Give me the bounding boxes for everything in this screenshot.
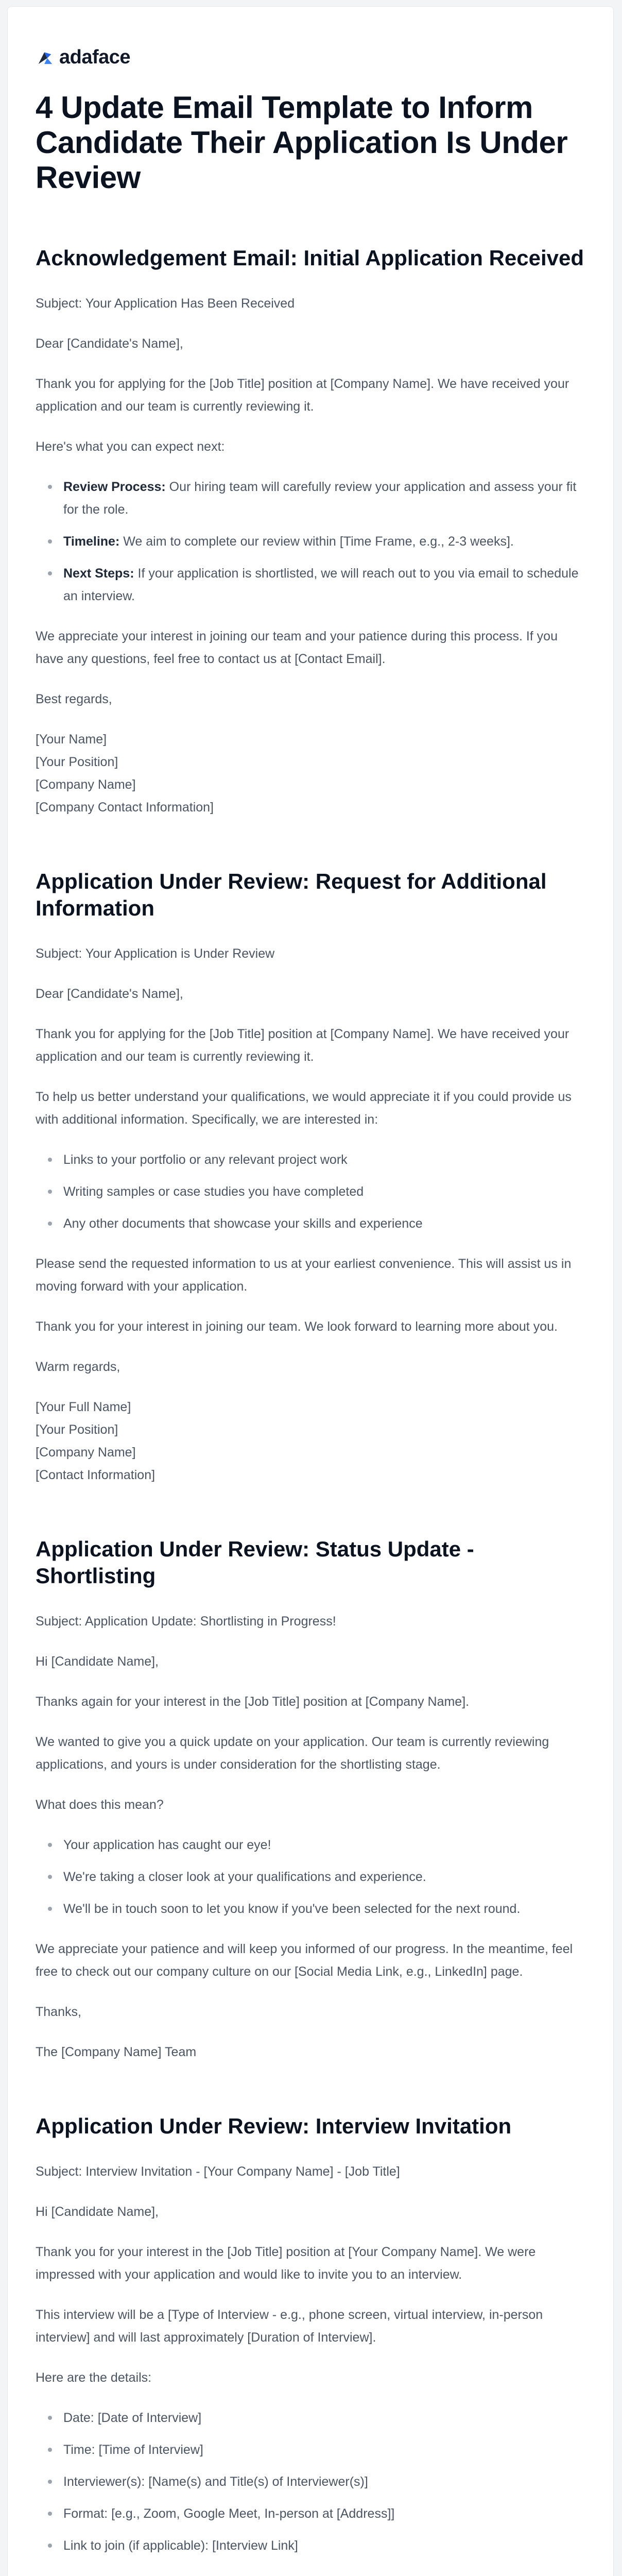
brand-name: adaface bbox=[59, 46, 131, 68]
signature-line: [Your Name] bbox=[36, 732, 107, 747]
list-item bbox=[63, 562, 585, 607]
adaface-logo-icon bbox=[36, 47, 55, 67]
email-closing: Best regards, bbox=[36, 692, 112, 706]
bullet-list bbox=[36, 1148, 585, 1235]
email-paragraph: Thank you for your interest in joining our team. We look forward to learning more about you. bbox=[36, 1319, 558, 1334]
signature-line: The [Company Name] Team bbox=[36, 2045, 197, 2059]
signature-line: [Contact Information] bbox=[36, 1468, 156, 1482]
signature-block bbox=[36, 728, 585, 819]
email-greeting: Hi [Candidate Name], bbox=[36, 1654, 159, 1669]
list-item: We're taking a closer look at your qualifications and experience. bbox=[63, 1866, 585, 1888]
email-paragraph: We appreciate your patience and will keep you informed of our progress. In the meantime, feel free to check out our company culture on our [Social Media Link, e.g., LinkedIn] page. bbox=[36, 1942, 573, 1979]
email-greeting: Dear [Candidate's Name], bbox=[36, 987, 183, 1001]
email-subject: Subject: Interview Invitation - [Your Company Name] - [Job Title] bbox=[36, 2164, 400, 2179]
list-item: Links to your portfolio or any relevant project work bbox=[63, 1148, 585, 1171]
page-title: 4 Update Email Template to Inform Candidate Their Application Is Under Review bbox=[36, 90, 568, 195]
email-paragraph: Here are the details: bbox=[36, 2370, 152, 2385]
list-item: Format: [e.g., Zoom, Google Meet, In-person at [Address]] bbox=[63, 2502, 585, 2525]
list-item: Date: [Date of Interview] bbox=[63, 2406, 585, 2429]
article-card bbox=[7, 6, 614, 2576]
signature-line: [Your Full Name] bbox=[36, 1400, 131, 1414]
section-heading: Application Under Review: Status Update - Shortlisting bbox=[36, 1537, 474, 1588]
email-paragraph: To help us better understand your qualifications, we would appreciate it if you could provide us with additional information. Specifically, we are interested in: bbox=[36, 1090, 572, 1127]
bullet-text: Our hiring team will carefully review your application and assess your fit for the role. bbox=[63, 480, 577, 517]
list-item: Time: [Time of Interview] bbox=[63, 2438, 585, 2461]
list-item: Any other documents that showcase your skills and experience bbox=[63, 1212, 585, 1235]
section-heading: Acknowledgement Email: Initial Application Received bbox=[36, 246, 584, 270]
bullet-list bbox=[36, 476, 585, 607]
email-paragraph: Thank you for your interest in the [Job Title] position at [Your Company Name]. We were impressed with your application and would like to invite you to an interview. bbox=[36, 2245, 536, 2282]
email-paragraph: We appreciate your interest in joining our team and your patience during this process. If you have any questions, feel free to contact us at [Contact Email]. bbox=[36, 629, 558, 666]
signature-line: [Company Contact Information] bbox=[36, 800, 214, 815]
signature-line: [Company Name] bbox=[36, 1445, 136, 1460]
email-paragraph: What does this mean? bbox=[36, 1798, 164, 1812]
template-section-additional-info bbox=[36, 868, 585, 1486]
bullet-lead: Timeline: bbox=[63, 534, 120, 549]
template-section-acknowledgement bbox=[36, 245, 585, 819]
list-item: We'll be in touch soon to let you know if you've been selected for the next round. bbox=[63, 1897, 585, 1920]
list-item bbox=[63, 476, 585, 521]
email-greeting: Dear [Candidate's Name], bbox=[36, 336, 183, 351]
email-paragraph: Thank you for applying for the [Job Title] position at [Company Name]. We have received your application and our team is currently reviewing it. bbox=[36, 1027, 569, 1064]
bullet-list bbox=[36, 2406, 585, 2557]
list-item: Link to join (if applicable): [Interview Link] bbox=[63, 2534, 585, 2557]
list-item bbox=[63, 530, 585, 553]
email-paragraph: Thanks again for your interest in the [Job Title] position at [Company Name]. bbox=[36, 1694, 470, 1709]
section-heading: Application Under Review: Interview Invitation bbox=[36, 2114, 512, 2138]
signature-line: [Your Position] bbox=[36, 755, 118, 769]
signature-line: [Your Position] bbox=[36, 1422, 118, 1437]
email-subject: Subject: Your Application is Under Review bbox=[36, 946, 275, 961]
bullet-text: We aim to complete our review within [Time Frame, e.g., 2-3 weeks]. bbox=[119, 534, 514, 549]
list-item: Your application has caught our eye! bbox=[63, 1834, 585, 1856]
email-closing: Thanks, bbox=[36, 2005, 81, 2019]
bullet-lead: Next Steps: bbox=[63, 566, 134, 581]
email-paragraph: Here's what you can expect next: bbox=[36, 439, 225, 454]
email-paragraph: Please send the requested information to us at your earliest convenience. This will assist us in moving forward with your application. bbox=[36, 1257, 572, 1294]
section-heading: Application Under Review: Request for Additional Information bbox=[36, 869, 547, 920]
template-section-shortlisting bbox=[36, 1536, 585, 2063]
bullet-list bbox=[36, 1834, 585, 1920]
email-closing: Warm regards, bbox=[36, 1360, 120, 1374]
template-section-interview bbox=[36, 2113, 585, 2576]
bullet-text: If your application is shortlisted, we will reach out to you via email to schedule an interview. bbox=[63, 566, 579, 603]
signature-line: [Company Name] bbox=[36, 777, 136, 792]
email-paragraph: We wanted to give you a quick update on your application. Our team is currently reviewing applications, and yours is under consideration for the shortlisting stage. bbox=[36, 1735, 549, 1772]
signature-block bbox=[36, 1396, 585, 1486]
email-paragraph: This interview will be a [Type of Interview - e.g., phone screen, virtual interview, in-person interview] and will last approximately [Duration of Interview]. bbox=[36, 2308, 543, 2345]
email-subject: Subject: Your Application Has Been Received bbox=[36, 296, 295, 311]
list-item: Writing samples or case studies you have completed bbox=[63, 1180, 585, 1203]
brand-logo[interactable] bbox=[36, 47, 585, 67]
list-item: Interviewer(s): [Name(s) and Title(s) of Interviewer(s)] bbox=[63, 2470, 585, 2493]
email-subject: Subject: Application Update: Shortlisting in Progress! bbox=[36, 1614, 336, 1629]
email-paragraph: Thank you for applying for the [Job Title] position at [Company Name]. We have received your application and our team is currently reviewing it. bbox=[36, 377, 569, 414]
bullet-lead: Review Process: bbox=[63, 480, 166, 494]
email-greeting: Hi [Candidate Name], bbox=[36, 2205, 159, 2219]
